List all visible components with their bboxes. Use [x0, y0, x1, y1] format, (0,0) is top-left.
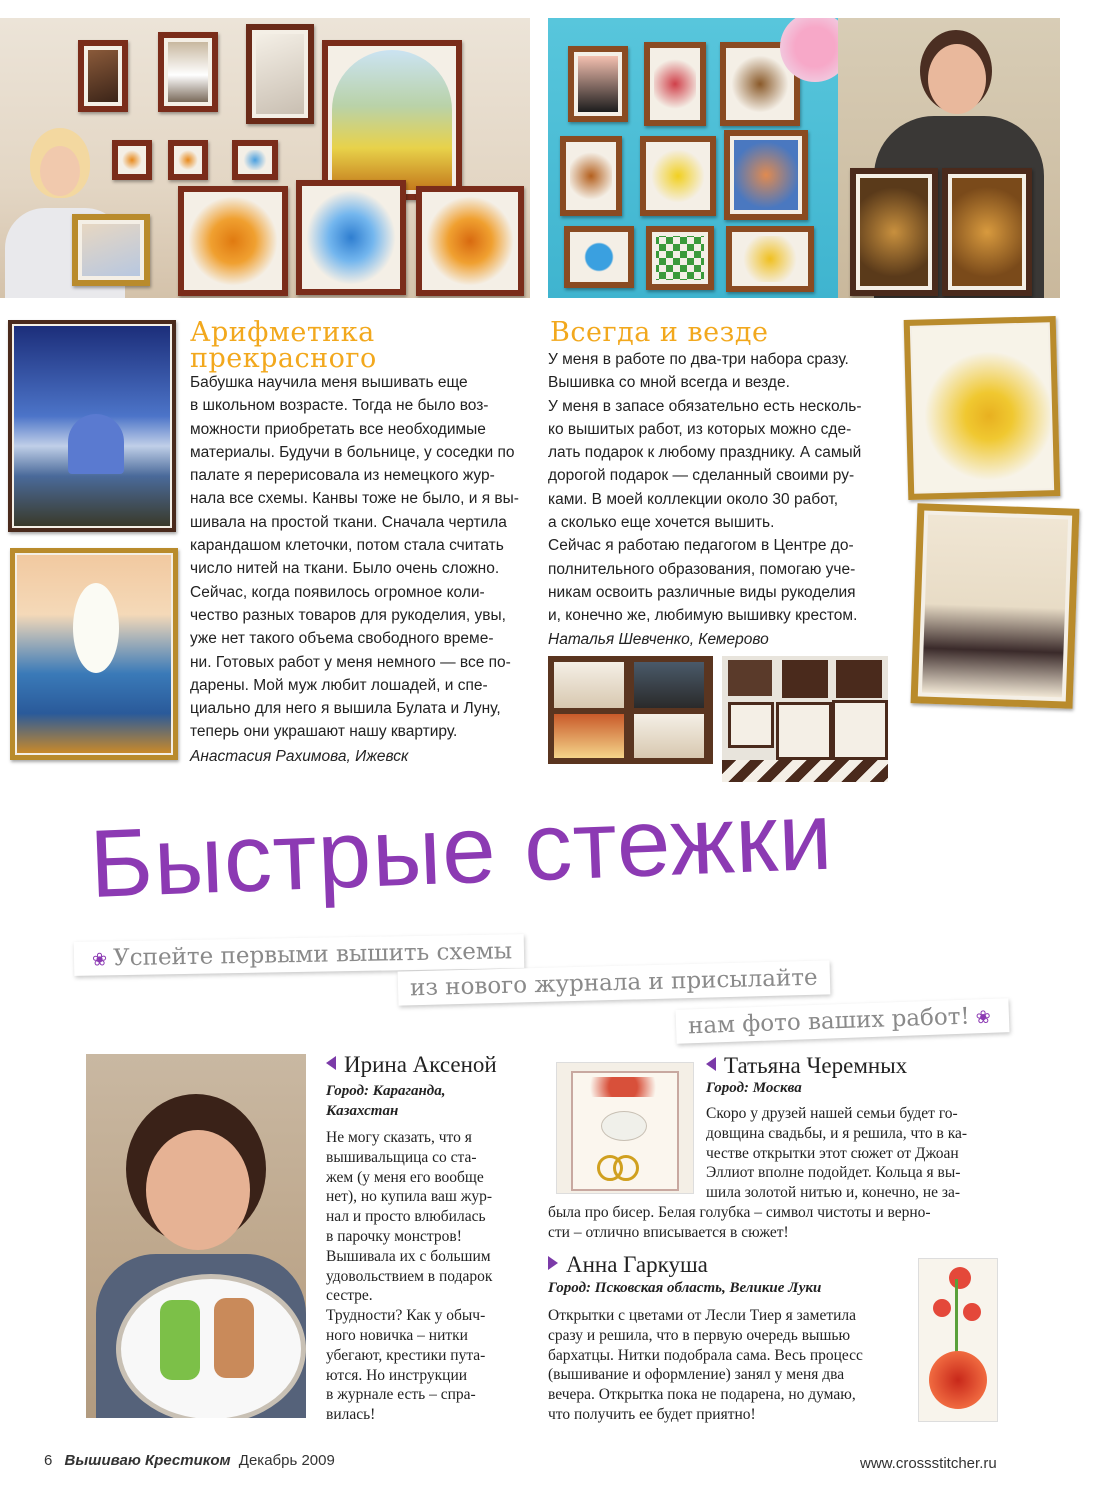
tatiana-city: Город: Москва	[706, 1080, 802, 1096]
frame-leopard	[850, 168, 938, 296]
photo-shevchenko-portrait	[838, 18, 1060, 298]
frame-giraffe	[942, 168, 1032, 296]
frame-butterfly-blue	[296, 180, 406, 295]
frame-bear	[560, 136, 622, 216]
irina-city: Город: Караганда, Казахстан	[326, 1083, 446, 1119]
issue-date: Декабрь 2009	[238, 1452, 335, 1469]
arithmetic-body: Бабушка научила меня вышивать еще в школьном возрасте. Тогда не было воз- можности приобретать все необходимые материалы. Будучи в больнице, у соседки по палате я перерисовала из немецкого жур- нала все схемы. Канвы тоже не было, и я вы- шивала на простой ткани. Сначала чертила карандашом клеточки, потом стала считать число нитей на ткани. Было очень сложно. Сейчас, когда появилось огромное коли- чество разных товаров для рукоделия, увы, уже нет такого объема свободного време- ни. Готовых работ у меня немного — все по- дарены. Мой муж любит лошадей, и спе- циально для него я вышила Булата и Луну, теперь они украшают нашу квартиру.	[190, 374, 519, 741]
subtitle-strip-3: нам фото ваших работ! ❀	[676, 998, 1010, 1044]
frame-duck	[640, 136, 716, 216]
frame-fish	[726, 226, 814, 292]
frame-wedding	[158, 32, 218, 112]
frame-kids	[724, 130, 808, 220]
magazine-name: Вышиваю Крестиком	[64, 1452, 231, 1469]
photo-cartoon-frames	[722, 656, 888, 782]
frame-white-horse	[246, 24, 314, 124]
tatiana-name: Татьяна Черемных	[706, 1053, 907, 1079]
picture-sunflowers	[904, 316, 1061, 500]
frame-smiley	[564, 226, 634, 288]
frame-landscape	[322, 40, 462, 200]
always-body: У меня в работе по два-три набора сразу. Вышивка со мной всегда и везде. У меня в запасе обязательно есть несколь- ко вышитых работ, из которых можно сде- лать подарок к любому празднику. А самый дорогой подарок — сделанный своими ру- ками. В моей коллекции около 30 работ, а сколько еще хочется вышить. Сейчас я работаю педагогом в Центре до- полнительного образования, помогаю уче- никам освоить различные виды рукоделия и, конечно же, любимую вышивку крестом.	[548, 351, 862, 625]
tatiana-body-full: была про бисер. Белая голубка – символ чистоты и верно- сти – отлично вписывается в сюжет!	[548, 1204, 931, 1241]
arrow-right-icon	[548, 1256, 558, 1270]
anna-city: Город: Псковская область, Великие Луки	[548, 1280, 822, 1296]
photo-kitchen-towels	[548, 656, 713, 764]
irina-name: Ирина Аксеной	[326, 1052, 497, 1078]
frame-small-butterfly-3	[232, 140, 278, 180]
photo-rahimova-gallery	[0, 18, 530, 298]
anna-name: Анна Гаркуша	[548, 1252, 708, 1278]
subtitle-strip-1: ❀ Успейте первыми вышить схемы	[74, 934, 525, 976]
frame-small-butterfly-2	[168, 140, 208, 180]
arrow-left-icon	[326, 1056, 336, 1070]
heading-always: Всегда и везде	[550, 317, 769, 348]
frame-butterfly-orange	[178, 186, 288, 296]
irina-body: Не могу сказать, что я вышивальщица со ста- жем (у меня его вообще нет), но купила ваш жур- нал и просто влюбилась в парочку монстров! Вышивала их с большим удовольствием в подарок сестре. Трудности? Как у обыч- ного новичка – нитки убегают, крестики пута- ются. Но инструкции в журнале есть – спра- вилась!	[326, 1129, 493, 1424]
always-signature: Наталья Шевченко, Кемерово	[548, 631, 769, 648]
photo-flower-bookmark	[918, 1258, 998, 1422]
page-number: 6	[44, 1452, 53, 1469]
anna-body: Открытки с цветами от Лесли Тиер я заметила сразу и решила, что в первую очередь вышью бархатцы. Нитки подобрала сама. Весь процесс (вышивание и оформление) занял у меня два вечера. Открытка пока не подарена, но думаю, что получить ее будет приятно!	[548, 1307, 863, 1423]
picture-mosque	[8, 320, 176, 532]
photo-shevchenko-wall	[548, 18, 838, 298]
photo-wedding-card	[556, 1062, 694, 1194]
photo-irina	[86, 1054, 306, 1418]
footer-url[interactable]: www.crossstitcher.ru	[860, 1455, 997, 1472]
arithmetic-signature: Анастасия Рахимова, Ижевск	[190, 748, 409, 765]
frame-checker	[646, 226, 714, 290]
frame-horse	[78, 40, 128, 112]
frame-held-picture	[72, 214, 150, 286]
subtitle-strip-2: из нового журнала и присылайте	[398, 960, 830, 1005]
flower-icon: ❀	[91, 949, 108, 971]
frame-butterfly-orange-2	[416, 186, 524, 296]
flower-icon: ❀	[975, 1006, 992, 1029]
picture-sewing-machine	[911, 503, 1080, 709]
picture-calla-lilies	[10, 548, 178, 760]
frame-flower	[644, 42, 706, 126]
arrow-left-icon	[706, 1057, 716, 1071]
heading-arithmetic: Арифметика прекрасного	[190, 317, 377, 374]
tatiana-body-right: Скоро у друзей нашей семьи будет го- довщина свадьбы, и я решила, что в ка- честве открытки этот сюжет от Джоан Эллиот вполне подойдет. Кольца я вы- шила золотой нитью и, конечно, не за-	[706, 1105, 968, 1202]
section-title: Быстрые стежки	[87, 782, 835, 919]
frame-cat	[568, 46, 628, 122]
footer-left	[44, 1452, 335, 1469]
